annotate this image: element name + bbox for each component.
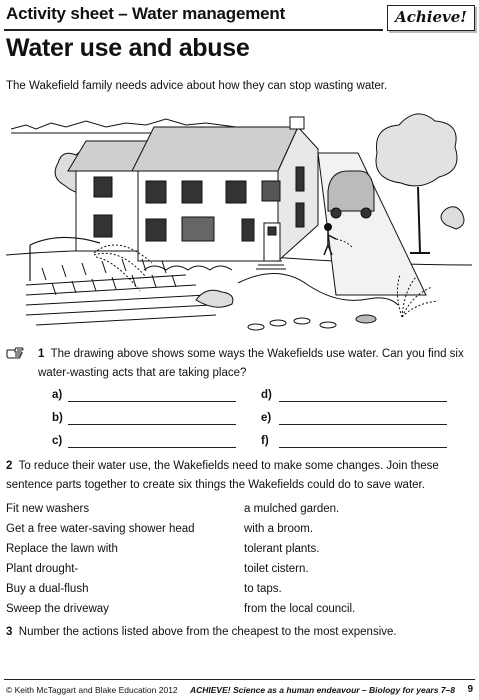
left-part-1: Fit new washers	[6, 503, 90, 515]
house-water-illustration	[6, 105, 472, 337]
left-part-5: Buy a dual-flush	[6, 583, 89, 595]
answer-line-a[interactable]	[68, 401, 236, 402]
left-part-3: Replace the lawn with	[6, 543, 118, 555]
question-1-text: The drawing above shows some ways the Wakefields use water. Can you find six water-wasting acts that are taking place?	[38, 348, 464, 379]
answer-label-f: f)	[261, 435, 269, 447]
answer-line-f[interactable]	[279, 447, 447, 448]
answer-line-c[interactable]	[68, 447, 236, 448]
question-2	[6, 457, 472, 495]
question-2-number: 2	[6, 460, 13, 472]
answer-label-e: e)	[261, 412, 272, 424]
right-part-2: with a broom.	[244, 523, 314, 535]
answer-label-b: b)	[52, 412, 63, 424]
question-3	[6, 623, 472, 642]
question-3-text: Number the actions listed above from the cheapest to the most expensive.	[18, 626, 397, 638]
intro-text: The Wakefield family needs advice about how they can stop wasting water.	[6, 80, 388, 92]
left-part-4: Plant drought-	[6, 563, 79, 575]
page-number: 9	[467, 684, 473, 695]
header-rule	[4, 29, 383, 31]
question-3-number: 3	[6, 626, 13, 638]
answer-label-c: c)	[52, 435, 63, 447]
question-1	[38, 345, 468, 383]
answer-line-e[interactable]	[279, 424, 447, 425]
right-part-3: tolerant plants.	[244, 543, 320, 555]
pointing-hand-icon	[6, 347, 24, 359]
activity-sheet-title: Activity sheet – Water management	[6, 4, 286, 23]
question-2-text: To reduce their water use, the Wakefields need to make some changes. Join these sentence parts together to create six things the Wakefields could do to save water.	[6, 460, 439, 491]
answer-label-a: a)	[52, 389, 63, 401]
right-part-1: a mulched garden.	[244, 503, 340, 515]
page-title: Water use and abuse	[6, 34, 250, 62]
answer-line-d[interactable]	[279, 401, 447, 402]
footer-rule	[4, 679, 475, 680]
answer-label-d: d)	[261, 389, 272, 401]
left-part-6: Sweep the driveway	[6, 603, 109, 615]
achieve-badge: Achieve!	[387, 5, 475, 31]
footer-series: ACHIEVE! Science as a human endeavour – Biology for years 7–8	[189, 685, 455, 695]
right-part-6: from the local council.	[244, 603, 356, 615]
left-part-2: Get a free water-saving shower head	[6, 523, 195, 535]
right-part-5: to taps.	[244, 583, 282, 595]
header-bar	[0, 2, 479, 28]
footer-copyright: © Keith McTaggart and Blake Education 2012	[6, 685, 178, 695]
question-1-number: 1	[38, 348, 45, 360]
right-part-4: toilet cistern.	[244, 563, 309, 575]
answer-line-b[interactable]	[68, 424, 236, 425]
